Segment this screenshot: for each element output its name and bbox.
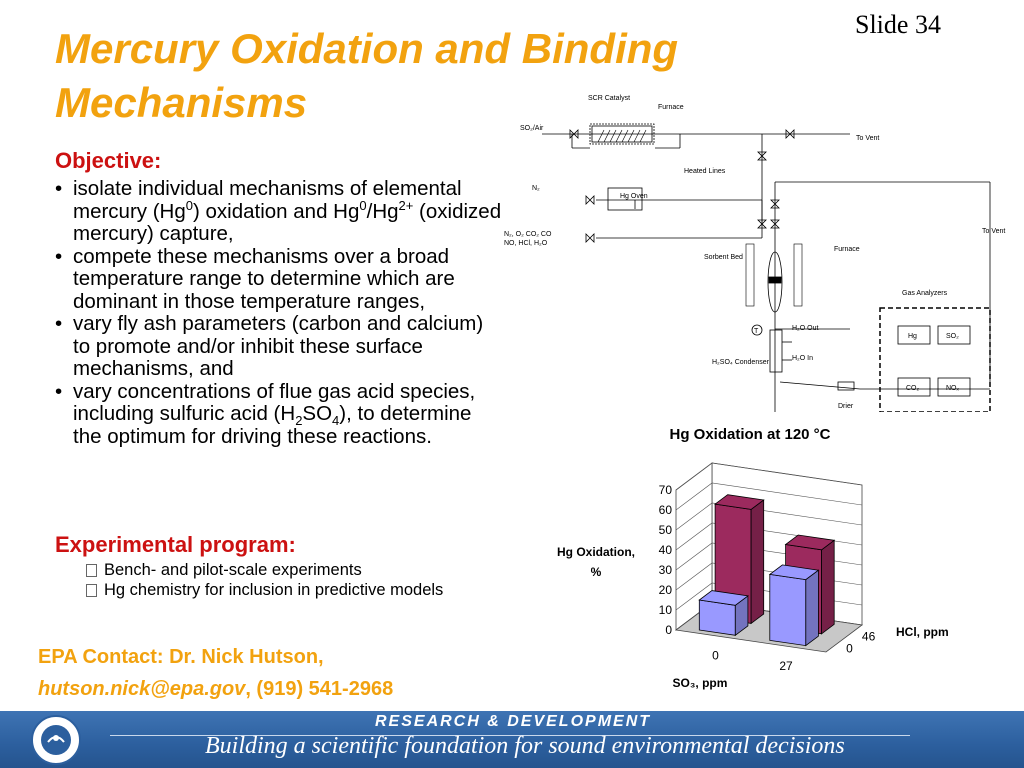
objective-item — [55, 178, 505, 246]
label-gases-2: NO, HCl, H₂O — [504, 240, 548, 247]
objective-item — [55, 313, 505, 381]
label-gases: N₂, O₂ CO₂ CO — [504, 231, 552, 238]
y-axis-label: Hg Oxidation, — [557, 545, 635, 559]
label-to-vent-right: To Vent — [982, 228, 1006, 235]
flow-lines — [542, 134, 990, 412]
bullet-text: ) oxidation and Hg — [193, 199, 360, 223]
checkbox-bullet-icon — [86, 564, 97, 577]
scr-hatching — [598, 130, 646, 142]
label-n2: N₂ — [532, 185, 540, 192]
bullet-dot: • — [55, 244, 63, 268]
experimental-item — [86, 580, 486, 600]
chart-bar — [699, 591, 748, 636]
label-condenser: H₂SO₄ Condenser — [712, 359, 769, 366]
footer-tagline: Building a scientific foundation for sound environmental decisions — [205, 733, 845, 759]
label-heated-lines: Heated Lines — [684, 168, 726, 175]
y-tick-label: 0 — [665, 623, 672, 637]
x-axis-label: SO₃, ppm — [672, 676, 728, 690]
y-tick-label: 70 — [658, 483, 672, 497]
bullet-text: vary concentrations of flue gas acid species, including sulfuric acid (H — [73, 379, 476, 425]
drier-box — [838, 382, 854, 390]
bullet-dot: • — [55, 379, 63, 403]
label-scr: SCR Catalyst — [588, 95, 631, 102]
experimental-item — [86, 560, 486, 580]
label-co2-analyzer: CO₂ — [906, 385, 920, 392]
y-tick-label: 60 — [658, 503, 672, 517]
sorbent-bed — [746, 244, 802, 312]
gas-analyzers-box — [880, 308, 990, 412]
subscript: 2 — [295, 413, 303, 429]
epa-seal-icon — [30, 714, 82, 766]
slide-number: Slide 34 — [855, 10, 941, 39]
x-tick-label: 0 — [712, 648, 719, 663]
bullet-text: vary fly ash parameters (carbon and calcium) to promote and/or inhibit these surface mechanisms, and — [73, 312, 484, 380]
bullet-text: isolate individual mechanisms of elemental mercury (Hg — [73, 177, 462, 223]
label-so2-analyzer: SO₂ — [946, 333, 959, 340]
footer-research-development: RESEARCH & DEVELOPMENT — [375, 713, 652, 730]
bullet-text: compete these mechanisms over a broad temperature range to determine which are dominant in those temperature ranges, — [73, 244, 455, 313]
label-hg-oven: Hg Oven — [620, 193, 648, 200]
label-so2air: SO₂/Air — [520, 125, 544, 132]
bullet-text: /Hg — [366, 199, 399, 223]
checkbox-bullet-icon — [86, 584, 97, 597]
y-tick-label: 50 — [658, 523, 672, 537]
bullet-text: SO — [302, 402, 333, 425]
label-h2o-out: H₂O Out — [792, 325, 819, 332]
condenser-box — [770, 330, 782, 372]
superscript: 0 — [359, 197, 367, 213]
title-line-1: Mercury Oxidation and Binding — [55, 25, 679, 72]
depth-axis-label: HCl, ppm — [896, 625, 949, 639]
experimental-heading: Experimental program: — [55, 532, 296, 557]
label-furnace-top: Furnace — [658, 104, 684, 111]
experimental-list — [86, 560, 486, 600]
label-h2o-in: H₂O In — [792, 355, 813, 362]
depth-tick-label: 0 — [846, 641, 853, 656]
label-drier: Drier — [838, 403, 854, 410]
label-sorbent-bed: Sorbent Bed — [704, 254, 743, 261]
objective-item — [55, 381, 505, 449]
y-tick-label: 20 — [658, 583, 672, 597]
title-line-2: Mechanisms — [55, 79, 308, 126]
y-tick-label: 10 — [658, 603, 672, 617]
subscript: 4 — [332, 413, 340, 429]
process-flow-diagram — [500, 92, 1020, 412]
label-furnace-right: Furnace — [834, 246, 860, 253]
contact-phone: , (919) 541-2968 — [245, 678, 394, 700]
objective-list — [55, 178, 505, 448]
bullet-text: ), to determine the optimum for driving these reactions. — [73, 402, 472, 448]
valve-icons — [570, 130, 794, 242]
objective-heading: Objective: — [55, 148, 162, 173]
label-thermocouple: T — [754, 328, 759, 335]
label-nox-analyzer: NOₓ — [946, 385, 959, 392]
y-tick-label: 30 — [658, 563, 672, 577]
contact-email-link[interactable]: hutson.nick@epa.gov — [38, 678, 246, 700]
bullet-text: (oxidized mercury) capture, — [73, 199, 502, 245]
depth-tick-label: 46 — [861, 629, 876, 644]
superscript: 2+ — [398, 197, 414, 213]
objective-item — [55, 246, 505, 314]
contact-name: EPA Contact: Dr. Nick Hutson, — [38, 646, 324, 668]
chart-title: Hg Oxidation at 120 °C — [669, 426, 831, 443]
y-tick-label: 40 — [658, 543, 672, 557]
label-gas-analyzers: Gas Analyzers — [902, 290, 948, 297]
x-tick-label: 27 — [779, 658, 793, 673]
contact-details — [38, 678, 393, 701]
chart-bar — [770, 565, 819, 646]
bullet-dot: • — [55, 312, 63, 335]
label-hg-analyzer: Hg — [908, 333, 917, 340]
item-text: Bench- and pilot-scale experiments — [104, 561, 362, 579]
bar-chart-3d — [500, 455, 1020, 705]
bullet-dot: • — [55, 177, 63, 200]
item-text: Hg chemistry for inclusion in predictive models — [104, 581, 444, 599]
superscript: 0 — [185, 197, 193, 213]
label-to-vent-top: To Vent — [856, 135, 880, 142]
y-axis-label-unit: % — [590, 565, 602, 579]
